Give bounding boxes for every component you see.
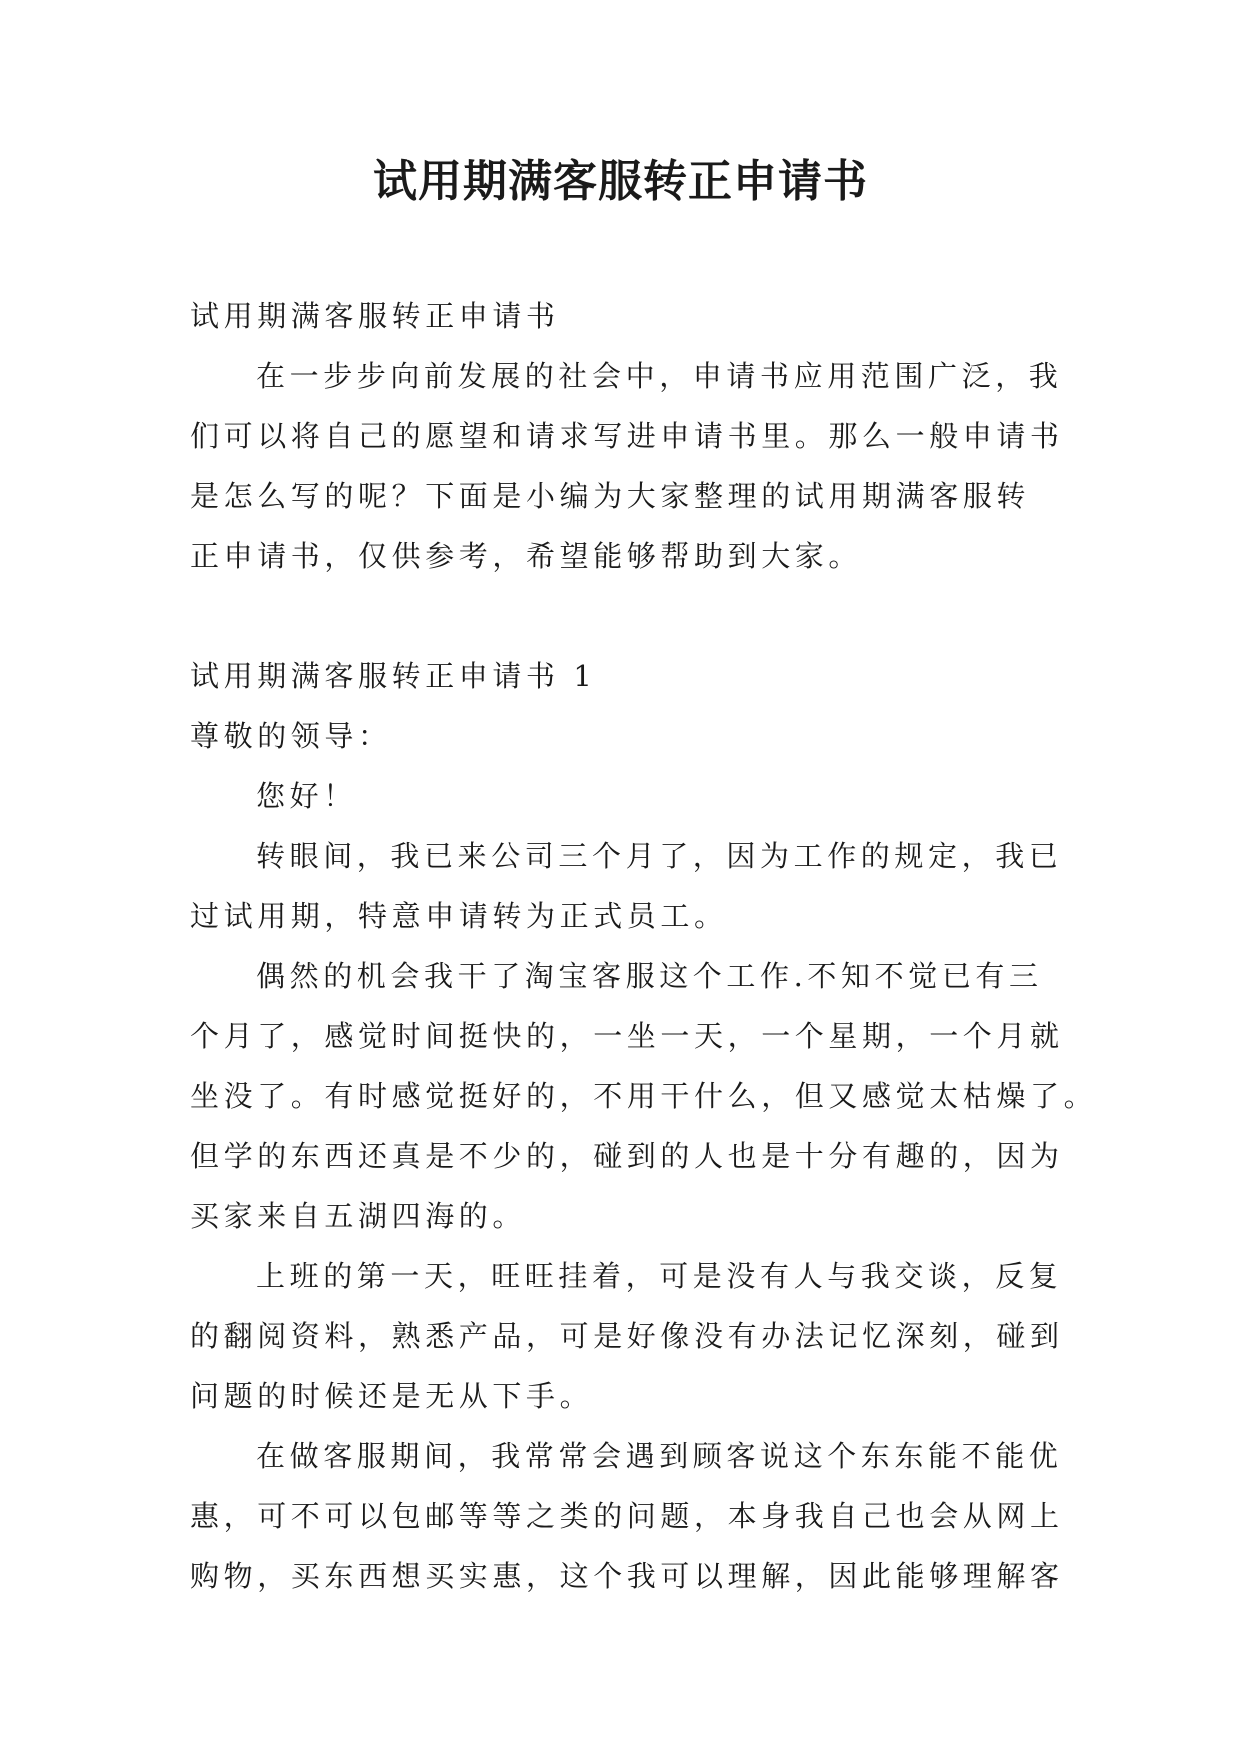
paragraph-line: 转眼间，我已来公司三个月了，因为工作的规定，我已 <box>256 839 1063 873</box>
paragraph-line: 但学的东西还真是不少的，碰到的人也是十分有趣的，因为 <box>190 1139 1064 1173</box>
paragraph-line: 上班的第一天，旺旺挂着，可是没有人与我交谈，反复 <box>256 1259 1063 1293</box>
paragraph-line: 个月了，感觉时间挺快的，一坐一天，一个星期，一个月就 <box>190 1019 1064 1053</box>
paragraph-line: 买家来自五湖四海的。 <box>190 1199 527 1233</box>
intro-line: 是怎么写的呢？下面是小编为大家整理的试用期满客服转 <box>190 479 1031 513</box>
intro-line: 们可以将自己的愿望和请求写进申请书里。那么一般申请书 <box>190 419 1064 453</box>
subtitle: 试用期满客服转正申请书 <box>190 299 560 333</box>
document-title: 试用期满客服转正申请书 <box>373 156 868 207</box>
paragraph-gap <box>190 586 1056 646</box>
salutation: 尊敬的领导： <box>190 719 392 753</box>
greeting: 您好！ <box>256 779 357 813</box>
paragraph-line: 问题的时候还是无从下手。 <box>190 1379 594 1413</box>
paragraph-line: 坐没了。有时感觉挺好的，不用干什么，但又感觉太枯燥了。 <box>190 1079 1098 1113</box>
document-body <box>190 286 1098 1606</box>
paragraph-line: 过试用期，特意申请转为正式员工。 <box>190 899 728 933</box>
paragraph-line: 惠，可不可以包邮等等之类的问题，本身我自己也会从网上 <box>190 1499 1064 1533</box>
section-heading: 试用期满客服转正申请书 1 <box>190 659 597 693</box>
paragraph-line: 的翻阅资料，熟悉产品，可是好像没有办法记忆深刻，碰到 <box>190 1319 1064 1353</box>
intro-line: 在一步步向前发展的社会中，申请书应用范围广泛，我 <box>256 359 1063 393</box>
paragraph-line: 偶然的机会我干了淘宝客服这个工作.不知不觉已有三 <box>256 959 1043 993</box>
paragraph-line: 在做客服期间，我常常会遇到顾客说这个东东能不能优 <box>256 1439 1063 1473</box>
paragraph-line: 购物，买东西想买实惠，这个我可以理解，因此能够理解客 <box>190 1559 1064 1593</box>
intro-line: 正申请书，仅供参考，希望能够帮助到大家。 <box>190 539 863 573</box>
